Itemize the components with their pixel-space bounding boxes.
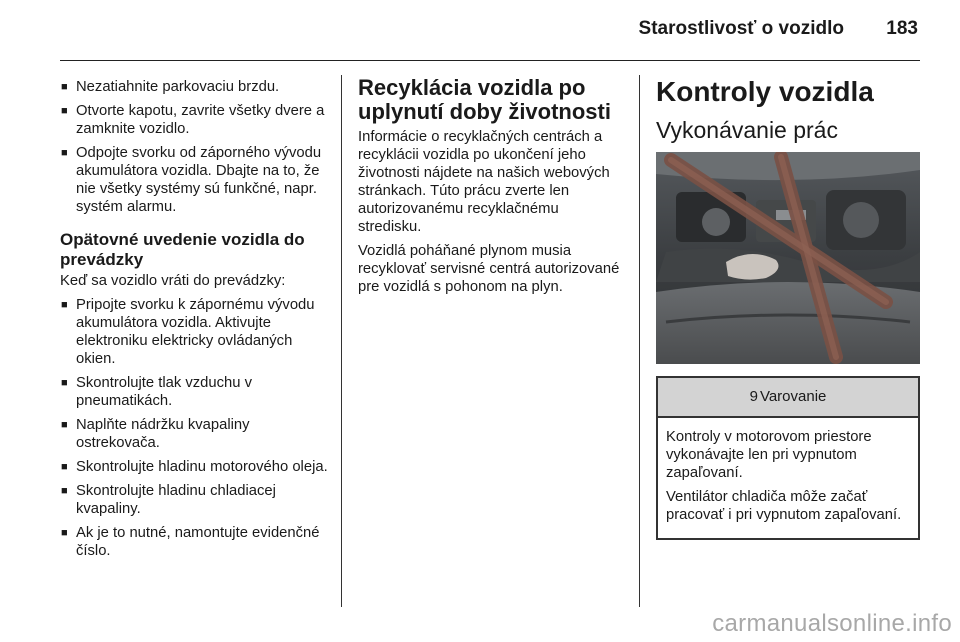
list-item: ■ Nezatiahnite parkovaciu brzdu. (61, 79, 280, 95)
list-item: ■ Pripojte svorku k zápornému vývodu akumulátora vozidla. Aktivujte elektroniku elektricky ovládaných okien. (61, 297, 315, 367)
page-header (60, 0, 920, 61)
engine-bay-photo (656, 152, 920, 364)
paragraph: Vozidlá poháňané plynom musia recyklovať servisné centrá autorizované pre vozidlá s pohonom na plyn. (358, 243, 620, 295)
list-item: ■ Skontrolujte hladinu chladiacej kvapaliny. (61, 483, 276, 517)
list-item: ■ Naplňte nádržku kvapaliny ostrekovača. (61, 417, 250, 451)
warning-title: Varovanie (759, 388, 827, 405)
list-item: ■ Ak je to nutné, namontujte evidenčné číslo. (61, 525, 320, 559)
list-item: ■ Skontrolujte hladinu motorového oleja. (61, 459, 328, 475)
section-heading-recommissioning: Opätovné uvedenie vozidla do prevádzky (60, 230, 305, 269)
bullet-list-storage (60, 78, 328, 216)
column-divider (341, 75, 342, 607)
intro-text: Keď sa vozidlo vráti do prevádzky: (60, 273, 286, 289)
section-heading-performing-work: Vykonávanie prác (656, 117, 838, 143)
column-vehicle-checks (656, 78, 920, 540)
page-title: Starostlivosť o vozidlo (638, 18, 844, 39)
list-item: ■ Otvorte kapotu, zavrite všetky dvere a zamknite vozidlo. (61, 103, 325, 137)
list-item: ■ Odpojte svorku od záporného vývodu akumulátora vozidla. Dbajte na to, že nie všetky systémy sú funkčné, napr. systém alarmu. (61, 145, 322, 215)
paragraph: Informácie o recyklačných centrách a recyklácii vozidla po ukončení jeho životnosti nájdete na našich webových stránkach. Túto prácu zverte len autorizovanému recyklačnému stredisku. (358, 129, 610, 235)
column-divider (639, 75, 640, 607)
column-recycling (358, 75, 626, 302)
list-item: ■ Skontrolujte tlak vzduchu v pneumatikách. (61, 375, 253, 409)
page-number: 183 (886, 18, 918, 39)
warning-body (658, 418, 918, 538)
warning-box (656, 376, 920, 540)
warning-header (658, 378, 918, 418)
column-storage (60, 78, 328, 566)
paragraph: Kontroly v motorovom priestore vykonávajte len pri vypnutom zapaľovaní. (666, 429, 872, 481)
warning-triangle-icon: 9 (749, 388, 758, 405)
chapter-heading: Kontroly vozidla (656, 76, 874, 107)
paragraph: Ventilátor chladiča môže začať pracovať i pri vypnutom zapaľovaní. (666, 489, 902, 523)
section-heading-recycling: Recyklácia vozidla po uplynutí doby životnosti (358, 75, 611, 124)
watermark-text: carmanualsonline.info (712, 610, 952, 637)
bullet-list-recommissioning (60, 296, 328, 560)
